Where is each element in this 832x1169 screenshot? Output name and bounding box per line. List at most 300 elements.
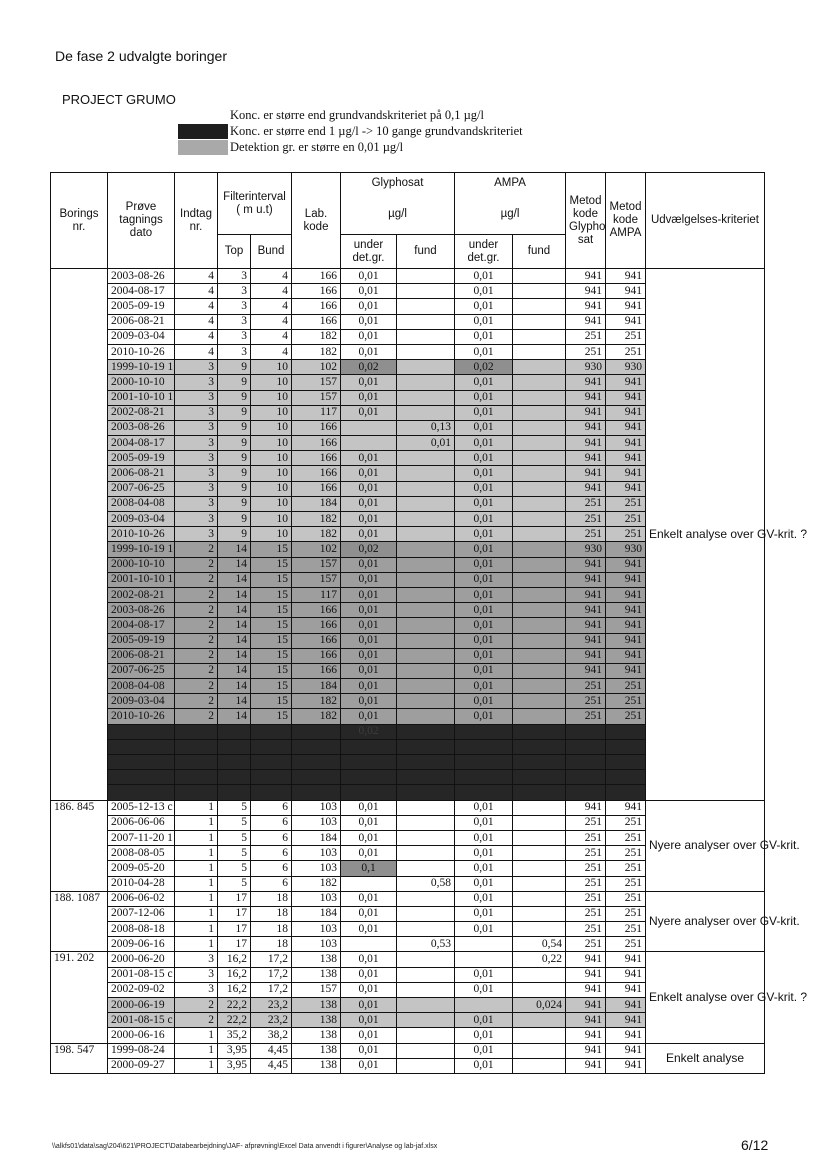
indtag: 2 — [175, 1013, 218, 1028]
header-indtag: Indtag nr. — [175, 173, 218, 269]
lab-kode: 103 — [292, 800, 341, 815]
ampa-fund — [513, 967, 566, 982]
filter-bund: 10 — [251, 512, 292, 527]
indtag: 3 — [175, 375, 218, 390]
ampa-fund — [513, 436, 566, 451]
glyphosat-under: 0,01 — [341, 329, 397, 344]
indtag: 4 — [175, 269, 218, 284]
legend-row — [178, 107, 523, 123]
sample-date — [108, 785, 175, 800]
ampa-under: 0,01 — [455, 512, 513, 527]
glyphosat-under: 0,01 — [341, 967, 397, 982]
sample-date: 2009-05-20 — [108, 861, 175, 876]
header-metod-glyphosat: Metod kode Glypho sat — [566, 173, 606, 269]
ampa-fund — [513, 739, 566, 754]
ampa-under: 0,01 — [455, 815, 513, 830]
sample-date: 2007-11-20 1 — [108, 830, 175, 845]
filter-top: 3,95 — [218, 1043, 251, 1058]
ampa-under: 0,01 — [455, 663, 513, 678]
legend-text: Detektion gr. er større en 0,01 µg/l — [230, 139, 404, 154]
boring-number — [51, 269, 108, 801]
filter-bund: 4 — [251, 314, 292, 329]
filter-bund: 15 — [251, 709, 292, 724]
filter-bund: 23,2 — [251, 1013, 292, 1028]
glyphosat-fund — [397, 329, 455, 344]
lab-kode: 182 — [292, 527, 341, 542]
ampa-under: 0,01 — [455, 603, 513, 618]
ampa-fund — [513, 451, 566, 466]
lab-kode: 103 — [292, 891, 341, 906]
glyphosat-under: 0,01 — [341, 451, 397, 466]
metod-glyphosat: 941 — [566, 1058, 606, 1073]
lab-kode: 157 — [292, 982, 341, 997]
metod-glyphosat: 251 — [566, 876, 606, 891]
ampa-under: 0,01 — [455, 648, 513, 663]
header-bund: Bund — [251, 235, 292, 269]
glyphosat-under: 0,01 — [341, 390, 397, 405]
metod-ampa: 251 — [606, 876, 646, 891]
metod-ampa: 941 — [606, 269, 646, 284]
glyphosat-under: 0,01 — [341, 694, 397, 709]
filter-bund: 10 — [251, 451, 292, 466]
sample-date: 2010-10-26 — [108, 527, 175, 542]
ampa-fund — [513, 648, 566, 663]
lab-kode: 103 — [292, 861, 341, 876]
filter-top: 14 — [218, 603, 251, 618]
lab-kode: 166 — [292, 314, 341, 329]
glyphosat-fund — [397, 679, 455, 694]
metod-ampa: 941 — [606, 587, 646, 602]
glyphosat-under — [341, 785, 397, 800]
filter-top: 3 — [218, 269, 251, 284]
ampa-fund — [513, 314, 566, 329]
header-unit-glyphosat: µg/l — [341, 195, 455, 235]
metod-glyphosat: 941 — [566, 466, 606, 481]
metod-ampa: 941 — [606, 633, 646, 648]
filter-top: 9 — [218, 360, 251, 375]
selection-criteria: Enkelt analyse over GV-krit. ? — [646, 952, 765, 1043]
glyphosat-under: 0,01 — [341, 299, 397, 314]
ampa-under: 0,01 — [455, 846, 513, 861]
glyphosat-under: 0,02 — [341, 724, 397, 739]
metod-glyphosat: 941 — [566, 420, 606, 435]
filter-top: 3 — [218, 344, 251, 359]
glyphosat-under: 0,01 — [341, 587, 397, 602]
glyphosat-fund — [397, 375, 455, 390]
metod-glyphosat: 251 — [566, 512, 606, 527]
metod-glyphosat: 251 — [566, 496, 606, 511]
ampa-fund — [513, 815, 566, 830]
filter-top: 5 — [218, 800, 251, 815]
table-row — [51, 1043, 765, 1058]
ampa-fund: 0,024 — [513, 998, 566, 1013]
ampa-under: 0,01 — [455, 572, 513, 587]
indtag: 1 — [175, 922, 218, 937]
header-metod-ampa: Metod kode AMPA — [606, 173, 646, 269]
filter-bund: 17,2 — [251, 982, 292, 997]
lab-kode: 182 — [292, 694, 341, 709]
sample-date: 2002-09-02 — [108, 982, 175, 997]
lab-kode: 166 — [292, 269, 341, 284]
indtag: 2 — [175, 542, 218, 557]
sample-date — [108, 770, 175, 785]
lab-kode: 182 — [292, 329, 341, 344]
sample-date: 2002-08-21 — [108, 405, 175, 420]
metod-glyphosat: 251 — [566, 344, 606, 359]
metod-glyphosat: 251 — [566, 830, 606, 845]
ampa-fund — [513, 360, 566, 375]
filter-top: 14 — [218, 633, 251, 648]
ampa-fund: 0,54 — [513, 937, 566, 952]
metod-glyphosat: 941 — [566, 982, 606, 997]
metod-ampa: 251 — [606, 527, 646, 542]
lab-kode: 166 — [292, 436, 341, 451]
glyphosat-fund — [397, 481, 455, 496]
ampa-fund — [513, 284, 566, 299]
ampa-fund — [513, 1043, 566, 1058]
glyphosat-fund — [397, 1043, 455, 1058]
indtag: 1 — [175, 1028, 218, 1043]
indtag: 3 — [175, 420, 218, 435]
page-title: De fase 2 udvalgte boringer — [55, 48, 227, 64]
ampa-under: 0,01 — [455, 922, 513, 937]
metod-ampa: 941 — [606, 557, 646, 572]
sample-date: 2007-12-06 — [108, 906, 175, 921]
filter-bund: 10 — [251, 360, 292, 375]
lab-kode: 138 — [292, 998, 341, 1013]
lab-kode: 166 — [292, 663, 341, 678]
indtag: 2 — [175, 618, 218, 633]
indtag: 2 — [175, 998, 218, 1013]
sample-date: 2009-06-16 — [108, 937, 175, 952]
glyphosat-fund — [397, 800, 455, 815]
lab-kode: 138 — [292, 967, 341, 982]
indtag: 2 — [175, 663, 218, 678]
filter-bund: 18 — [251, 906, 292, 921]
selection-criteria: Enkelt analyse — [646, 1043, 765, 1073]
glyphosat-under — [341, 755, 397, 770]
ampa-under: 0,01 — [455, 633, 513, 648]
sample-date — [108, 739, 175, 754]
sample-date: 2006-08-21 — [108, 648, 175, 663]
glyphosat-under: 0,01 — [341, 815, 397, 830]
ampa-under: 0,01 — [455, 436, 513, 451]
indtag: 3 — [175, 952, 218, 967]
glyphosat-fund — [397, 922, 455, 937]
ampa-fund — [513, 269, 566, 284]
ampa-fund — [513, 299, 566, 314]
legend-swatch-white — [178, 108, 228, 123]
metod-ampa: 251 — [606, 496, 646, 511]
sample-date: 2010-04-28 — [108, 876, 175, 891]
glyphosat-under: 0,01 — [341, 830, 397, 845]
ampa-fund — [513, 800, 566, 815]
metod-glyphosat: 251 — [566, 906, 606, 921]
indtag: 3 — [175, 527, 218, 542]
glyphosat-under: 0,01 — [341, 998, 397, 1013]
lab-kode: 166 — [292, 603, 341, 618]
header-top: Top — [218, 235, 251, 269]
indtag: 2 — [175, 557, 218, 572]
lab-kode: 138 — [292, 952, 341, 967]
page-number: 6/12 — [741, 1137, 769, 1153]
sample-date: 2004-08-17 — [108, 284, 175, 299]
ampa-fund — [513, 770, 566, 785]
filter-bund: 18 — [251, 922, 292, 937]
ampa-fund — [513, 724, 566, 739]
ampa-under: 0,01 — [455, 329, 513, 344]
ampa-under: 0,01 — [455, 420, 513, 435]
metod-ampa: 941 — [606, 663, 646, 678]
filter-bund: 4 — [251, 269, 292, 284]
filter-bund: 4,45 — [251, 1043, 292, 1058]
indtag: 1 — [175, 891, 218, 906]
filter-top: 16,2 — [218, 952, 251, 967]
glyphosat-fund — [397, 572, 455, 587]
glyphosat-under — [341, 876, 397, 891]
filter-bund: 10 — [251, 481, 292, 496]
filter-bund: 15 — [251, 572, 292, 587]
metod-ampa: 941 — [606, 648, 646, 663]
metod-glyphosat: 941 — [566, 436, 606, 451]
ampa-fund — [513, 982, 566, 997]
glyphosat-fund — [397, 739, 455, 754]
ampa-under: 0,01 — [455, 709, 513, 724]
legend-text: Konc. er større end 1 µg/l -> 10 gange grundvandskriteriet — [230, 123, 523, 138]
filter-bund: 18 — [251, 891, 292, 906]
ampa-fund — [513, 1058, 566, 1073]
filter-bund: 17,2 — [251, 952, 292, 967]
ampa-fund — [513, 694, 566, 709]
ampa-under: 0,01 — [455, 891, 513, 906]
ampa-under: 0,01 — [455, 694, 513, 709]
glyphosat-under: 0,01 — [341, 891, 397, 906]
indtag: 4 — [175, 299, 218, 314]
legend-row — [178, 139, 523, 155]
header-borings: Borings nr. — [51, 173, 108, 269]
lab-kode: 117 — [292, 587, 341, 602]
sample-date: 1999-10-19 1 — [108, 360, 175, 375]
glyphosat-under: 0,01 — [341, 527, 397, 542]
ampa-fund — [513, 861, 566, 876]
lab-kode — [292, 770, 341, 785]
ampa-fund — [513, 663, 566, 678]
metod-ampa — [606, 770, 646, 785]
metod-ampa: 251 — [606, 709, 646, 724]
glyphosat-under: 0,01 — [341, 633, 397, 648]
glyphosat-fund — [397, 633, 455, 648]
ampa-under: 0,01 — [455, 1028, 513, 1043]
ampa-fund — [513, 512, 566, 527]
filter-top: 9 — [218, 466, 251, 481]
filter-top: 9 — [218, 420, 251, 435]
ampa-fund — [513, 755, 566, 770]
metod-ampa: 941 — [606, 998, 646, 1013]
indtag: 2 — [175, 709, 218, 724]
glyphosat-fund — [397, 557, 455, 572]
glyphosat-under: 0,01 — [341, 618, 397, 633]
metod-ampa: 930 — [606, 360, 646, 375]
filter-top — [218, 755, 251, 770]
glyphosat-under — [341, 937, 397, 952]
legend-row — [178, 123, 523, 139]
filter-bund — [251, 755, 292, 770]
glyphosat-fund — [397, 648, 455, 663]
filter-bund — [251, 770, 292, 785]
ampa-fund — [513, 420, 566, 435]
metod-ampa: 941 — [606, 1043, 646, 1058]
glyphosat-under: 0,01 — [341, 572, 397, 587]
glyphosat-fund — [397, 663, 455, 678]
filter-top — [218, 785, 251, 800]
lab-kode: 117 — [292, 405, 341, 420]
indtag: 4 — [175, 344, 218, 359]
filter-top: 14 — [218, 557, 251, 572]
lab-kode: 157 — [292, 572, 341, 587]
metod-glyphosat: 251 — [566, 679, 606, 694]
metod-glyphosat: 930 — [566, 542, 606, 557]
filter-top: 14 — [218, 587, 251, 602]
metod-glyphosat — [566, 755, 606, 770]
filter-bund: 10 — [251, 466, 292, 481]
filter-bund: 10 — [251, 375, 292, 390]
indtag: 2 — [175, 587, 218, 602]
glyphosat-fund — [397, 770, 455, 785]
glyphosat-fund — [397, 390, 455, 405]
ampa-under: 0,01 — [455, 405, 513, 420]
glyphosat-fund — [397, 542, 455, 557]
lab-kode: 184 — [292, 906, 341, 921]
ampa-under: 0,01 — [455, 466, 513, 481]
ampa-fund — [513, 891, 566, 906]
glyphosat-fund — [397, 618, 455, 633]
ampa-under: 0,01 — [455, 679, 513, 694]
filter-bund: 15 — [251, 633, 292, 648]
ampa-under: 0,02 — [455, 360, 513, 375]
glyphosat-under: 0,02 — [341, 360, 397, 375]
lab-kode: 166 — [292, 466, 341, 481]
ampa-under: 0,01 — [455, 618, 513, 633]
sample-date — [108, 724, 175, 739]
metod-glyphosat: 941 — [566, 284, 606, 299]
glyphosat-fund — [397, 952, 455, 967]
indtag: 1 — [175, 1043, 218, 1058]
indtag: 1 — [175, 861, 218, 876]
lab-kode: 184 — [292, 830, 341, 845]
filter-top: 14 — [218, 709, 251, 724]
indtag: 2 — [175, 572, 218, 587]
filter-bund: 6 — [251, 830, 292, 845]
indtag: 3 — [175, 512, 218, 527]
header-kriteriet: Udvælgelses-kriteriet — [646, 173, 765, 269]
lab-kode: 166 — [292, 648, 341, 663]
ampa-under — [455, 937, 513, 952]
indtag — [175, 785, 218, 800]
metod-ampa: 251 — [606, 891, 646, 906]
header-ampa: AMPA — [455, 173, 566, 195]
header-unit-ampa: µg/l — [455, 195, 566, 235]
ampa-fund — [513, 906, 566, 921]
selection-criteria: Nyere analyser over GV-krit. — [646, 800, 765, 891]
lab-kode: 138 — [292, 1028, 341, 1043]
glyphosat-under: 0,01 — [341, 1013, 397, 1028]
glyphosat-under: 0,01 — [341, 512, 397, 527]
lab-kode: 102 — [292, 360, 341, 375]
indtag — [175, 755, 218, 770]
ampa-under: 0,01 — [455, 1013, 513, 1028]
glyphosat-under: 0,02 — [341, 542, 397, 557]
ampa-under: 0,01 — [455, 906, 513, 921]
metod-glyphosat: 941 — [566, 451, 606, 466]
filter-top: 3 — [218, 284, 251, 299]
ampa-under: 0,01 — [455, 557, 513, 572]
ampa-under: 0,01 — [455, 344, 513, 359]
indtag: 3 — [175, 405, 218, 420]
filter-top: 9 — [218, 436, 251, 451]
sample-date: 2000-06-20 — [108, 952, 175, 967]
header-lab: Lab. kode — [292, 173, 341, 269]
metod-glyphosat — [566, 785, 606, 800]
metod-glyphosat: 251 — [566, 937, 606, 952]
ampa-fund — [513, 785, 566, 800]
ampa-under: 0,01 — [455, 1043, 513, 1058]
filter-top: 3,95 — [218, 1058, 251, 1073]
lab-kode: 166 — [292, 451, 341, 466]
filter-top: 16,2 — [218, 967, 251, 982]
metod-ampa: 941 — [606, 299, 646, 314]
glyphosat-under: 0,01 — [341, 557, 397, 572]
metod-glyphosat: 941 — [566, 952, 606, 967]
ampa-fund — [513, 1013, 566, 1028]
metod-ampa: 251 — [606, 815, 646, 830]
filter-top: 5 — [218, 830, 251, 845]
glyphosat-under: 0,1 — [341, 861, 397, 876]
indtag: 4 — [175, 314, 218, 329]
filter-top: 9 — [218, 496, 251, 511]
glyphosat-fund — [397, 299, 455, 314]
sample-date: 2000-09-27 — [108, 1058, 175, 1073]
glyphosat-fund — [397, 269, 455, 284]
filter-bund: 4 — [251, 299, 292, 314]
metod-glyphosat — [566, 724, 606, 739]
glyphosat-fund — [397, 967, 455, 982]
legend — [178, 107, 523, 155]
metod-glyphosat: 941 — [566, 390, 606, 405]
sample-date: 2008-04-08 — [108, 496, 175, 511]
ampa-fund — [513, 375, 566, 390]
filter-bund — [251, 724, 292, 739]
filter-top — [218, 739, 251, 754]
selection-criteria: Enkelt analyse over GV-krit. ? — [646, 269, 765, 801]
metod-glyphosat: 941 — [566, 557, 606, 572]
ampa-fund — [513, 481, 566, 496]
filter-bund: 23,2 — [251, 998, 292, 1013]
lab-kode: 157 — [292, 375, 341, 390]
filter-bund: 10 — [251, 420, 292, 435]
ampa-fund — [513, 830, 566, 845]
ampa-fund — [513, 557, 566, 572]
indtag: 1 — [175, 800, 218, 815]
metod-ampa: 251 — [606, 906, 646, 921]
glyphosat-fund — [397, 785, 455, 800]
metod-glyphosat: 251 — [566, 891, 606, 906]
metod-ampa: 251 — [606, 694, 646, 709]
glyphosat-fund — [397, 1058, 455, 1073]
ampa-under — [455, 952, 513, 967]
glyphosat-under: 0,01 — [341, 1028, 397, 1043]
ampa-under: 0,01 — [455, 800, 513, 815]
sample-date: 2009-03-04 — [108, 694, 175, 709]
